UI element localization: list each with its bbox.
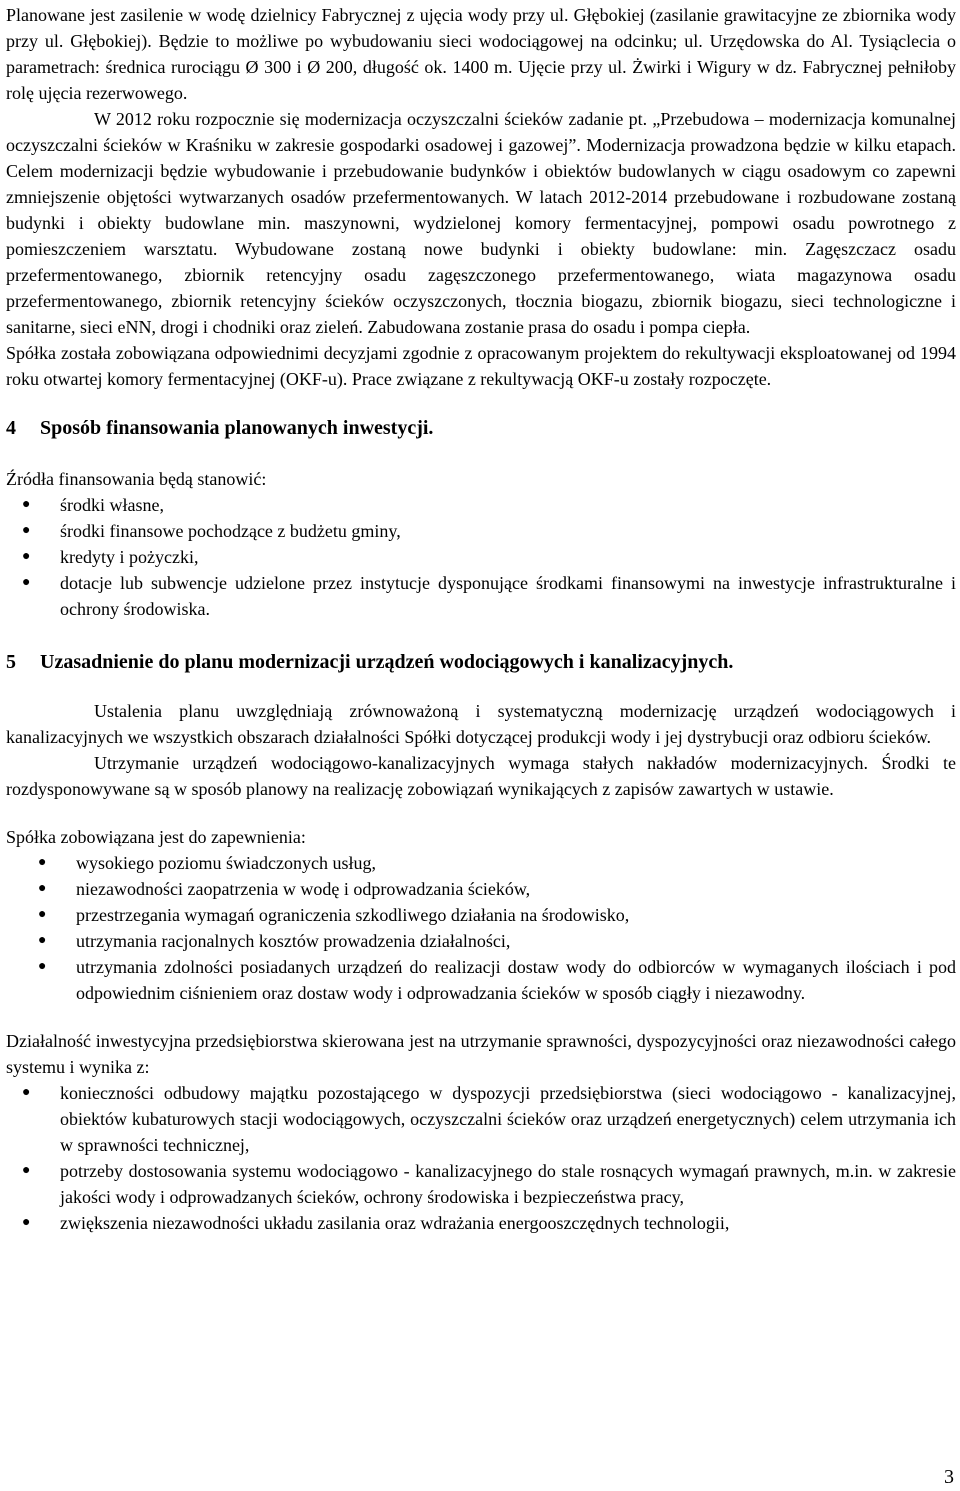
list-item: ● potrzeby dostosowania systemu wodociągowo - kanalizacyjnego do stale rosnących wymagań prawnych, m.in. w zakresie jakości wody i odprowadzanych ścieków, ochrony środowiska i bezpieczeństwa pracy, bbox=[6, 1158, 956, 1210]
section-5-title: Uzasadnienie do planu modernizacji urządzeń wodociągowych i kanalizacyjnych. bbox=[40, 651, 734, 673]
paragraph-plan-findings: Ustalenia planu uwzględniają zrównoważoną i systematyczną modernizację urządzeń wodociągowych i kanalizacyjnych we wszystkich obszarach działalności Spółki dotyczącej produkcji wody i jej dystrybucji oraz odbioru ścieków. bbox=[6, 701, 956, 747]
list-item: ● wysokiego poziomu świadczonych usług, bbox=[6, 850, 956, 876]
obligations-list bbox=[6, 850, 956, 1006]
list-item: ● utrzymania racjonalnych kosztów prowadzenia działalności, bbox=[6, 928, 956, 954]
list-item: ● dotacje lub subwencje udzielone przez instytucje dysponujące środkami finansowymi na inwestycje infrastrukturalne i ochrony środowiska. bbox=[6, 570, 956, 622]
obligations-intro: Spółka zobowiązana jest do zapewnienia: bbox=[6, 827, 306, 847]
section-4-title: Sposób finansowania planowanych inwestycji. bbox=[40, 417, 434, 439]
list-item: ● niezawodności zaopatrzenia w wodę i odprowadzania ścieków, bbox=[6, 876, 956, 902]
list-item: ● środki finansowe pochodzące z budżetu gminy, bbox=[6, 518, 956, 544]
list-item: ● przestrzegania wymagań ograniczenia szkodliwego działania na środowisko, bbox=[6, 902, 956, 928]
list-item: ● konieczności odbudowy majątku pozostającego w dyspozycji przedsiębiorstwa (sieci wodociągowo - kanalizacyjnej, obiektów kubaturowych stacji wodociągowych, oczyszczalni ścieków oraz urządzeń energetycznych) celem utrzymania ich w sprawności technicznej, bbox=[6, 1080, 956, 1158]
list-item: ● kredyty i pożyczki, bbox=[6, 544, 956, 570]
list-item: ● środki własne, bbox=[6, 492, 956, 518]
section-4-number: 4 bbox=[6, 417, 16, 439]
document-page bbox=[6, 2, 956, 1236]
section-4-heading bbox=[6, 414, 956, 442]
list-item: ● utrzymania zdolności posiadanych urządzeń do realizacji dostaw wody do odbiorców w wymaganych ilościach i pod odpowiednim ciśnieniem oraz dostaw wody i odprowadzania ścieków w sposób ciągły i niezawodny. bbox=[6, 954, 956, 1006]
investment-activity-intro: Działalność inwestycyjna przedsiębiorstwa skierowana jest na utrzymanie sprawności, dyspozycyjności oraz niezawodności całego systemu i wynika z: bbox=[6, 1031, 956, 1077]
section-5-heading bbox=[6, 648, 956, 676]
list-item: ● zwiększenia niezawodności układu zasilania oraz wdrażania energooszczędnych technologii, bbox=[6, 1210, 956, 1236]
financing-intro: Źródła finansowania będą stanowić: bbox=[6, 469, 267, 489]
paragraph-wastewater-modernization: W 2012 roku rozpocznie się modernizacja oczyszczalni ścieków zadanie pt. „Przebudowa – modernizacja komunalnej oczyszczalni ścieków w Kraśniku w zakresie gospodarki osadowej i gazowej”. Modernizacja prowadzona będzie w kilku etapach. Celem modernizacji będzie wybudowanie i przebudowanie budynków i obiektów budowlanych w ciągu osadowym co zapewni zmniejszenie objętości wytwarzanych osadów przefermentowanych. W latach 2012-2014 przebudowane i rozbudowane zostaną budynki i obiekty budowlane min. maszynowni, wydzielonej komory fermentacyjnej, pompowi osadu powrotnego z pomieszczeniem warsztatu. Wybudowane zostaną nowe budynki i obiekty budowlane: min. Zagęszczacz osadu przefermentowanego, zbiornik retencyjny osadu zagęszczonego przefermentowanego, wiata magazynowa osadu przefermentowanego, zbiornik retencyjny ścieków oczyszczonych, tłocznia biogazu, zbiornik biogazu, sieci technologiczne i sanitarne, sieci eNN, drogi i chodniki oraz zieleń. Zabudowana zostanie prasa do osadu i pompa ciepła. bbox=[6, 109, 956, 337]
section-5-number: 5 bbox=[6, 651, 16, 673]
paragraph-reclamation: Spółka została zobowiązana odpowiednimi decyzjami zgodnie z opracowanym projektem do rekultywacji eksploatowanej od 1994 roku otwartej komory fermentacyjnej (OKF-u). Prace związane z rekultywacją OKF-u zostały rozpoczęte. bbox=[6, 343, 956, 389]
financing-list bbox=[6, 492, 956, 622]
paragraph-maintenance: Utrzymanie urządzeń wodociągowo-kanalizacyjnych wymaga stałych nakładów modernizacyjnych. Środki te rozdysponowywane są w sposób planowy na realizację zobowiązań wynikających z zapisów zawartych w ustawie. bbox=[6, 753, 956, 799]
paragraph-water-supply: Planowane jest zasilenie w wodę dzielnicy Fabrycznej z ujęcia wody przy ul. Głębokiej (zasilanie grawitacyjne ze zbiornika wody przy ul. Głębokiej). Będzie to możliwe po wybudowaniu sieci wodociągowej na odcinku; ul. Urzędowska do Al. Tysiąclecia o parametrach: średnica rurociągu Ø 300 i Ø 200, długość ok. 1400 m. Ujęcie przy ul. Żwirki i Wigury w dz. Fabrycznej pełniłoby rolę ujęcia rezerwowego. bbox=[6, 5, 956, 103]
investment-activity-list bbox=[6, 1080, 956, 1236]
page-number: 3 bbox=[944, 1466, 954, 1488]
